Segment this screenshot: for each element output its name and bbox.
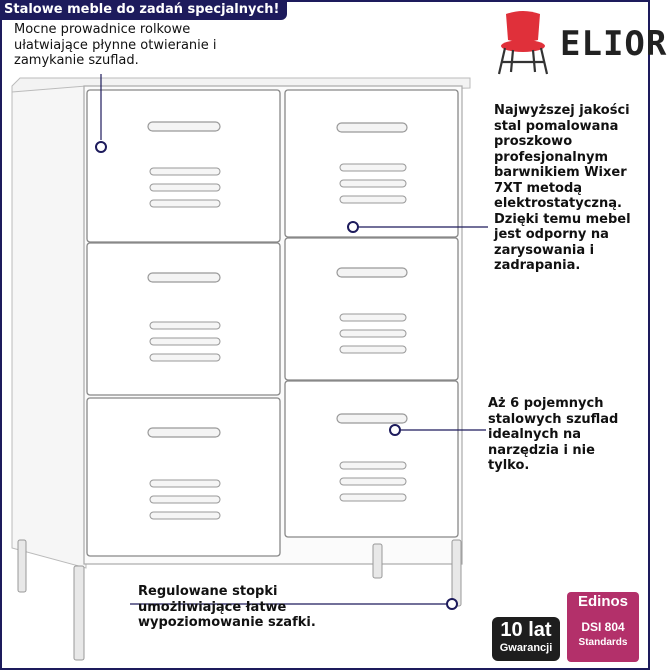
banner-title: Stalowe meble do zadań specjalnych! [0, 0, 287, 20]
drawer-fronts [87, 90, 458, 556]
certification-code: DSI 804 [581, 620, 625, 634]
callout-drawers: Aż 6 pojemnych stalowych szuflad idealnych na narzędzia i nie tylko. [488, 396, 619, 473]
certification-brand: Edinos [577, 593, 628, 610]
certification-badge [567, 592, 639, 662]
brand-name: ELIOR [560, 24, 667, 64]
warranty-badge [492, 617, 560, 661]
warranty-label: Gwarancji [499, 642, 553, 654]
callout-steel: Najwyższej jakości stal pomalowana proszkowo profesjonalnym barwnikiem Wixer 7XT metodą elektrostatyczną. Dzięki temu mebel jest odporny na zarysowania i zadrapania. [494, 103, 631, 273]
callout-feet: Regulowane stopki umożliwiające łatwe wypoziomowanie szafki. [138, 584, 316, 630]
certification-label: Standards [578, 637, 628, 648]
brand-logo [490, 10, 667, 78]
warranty-years: 10 lat [500, 619, 552, 641]
red-chair-icon [492, 10, 554, 76]
callout-rollers: Mocne prowadnice rolkowe ułatwiające płynne otwieranie i zamykanie szuflad. [14, 22, 217, 68]
